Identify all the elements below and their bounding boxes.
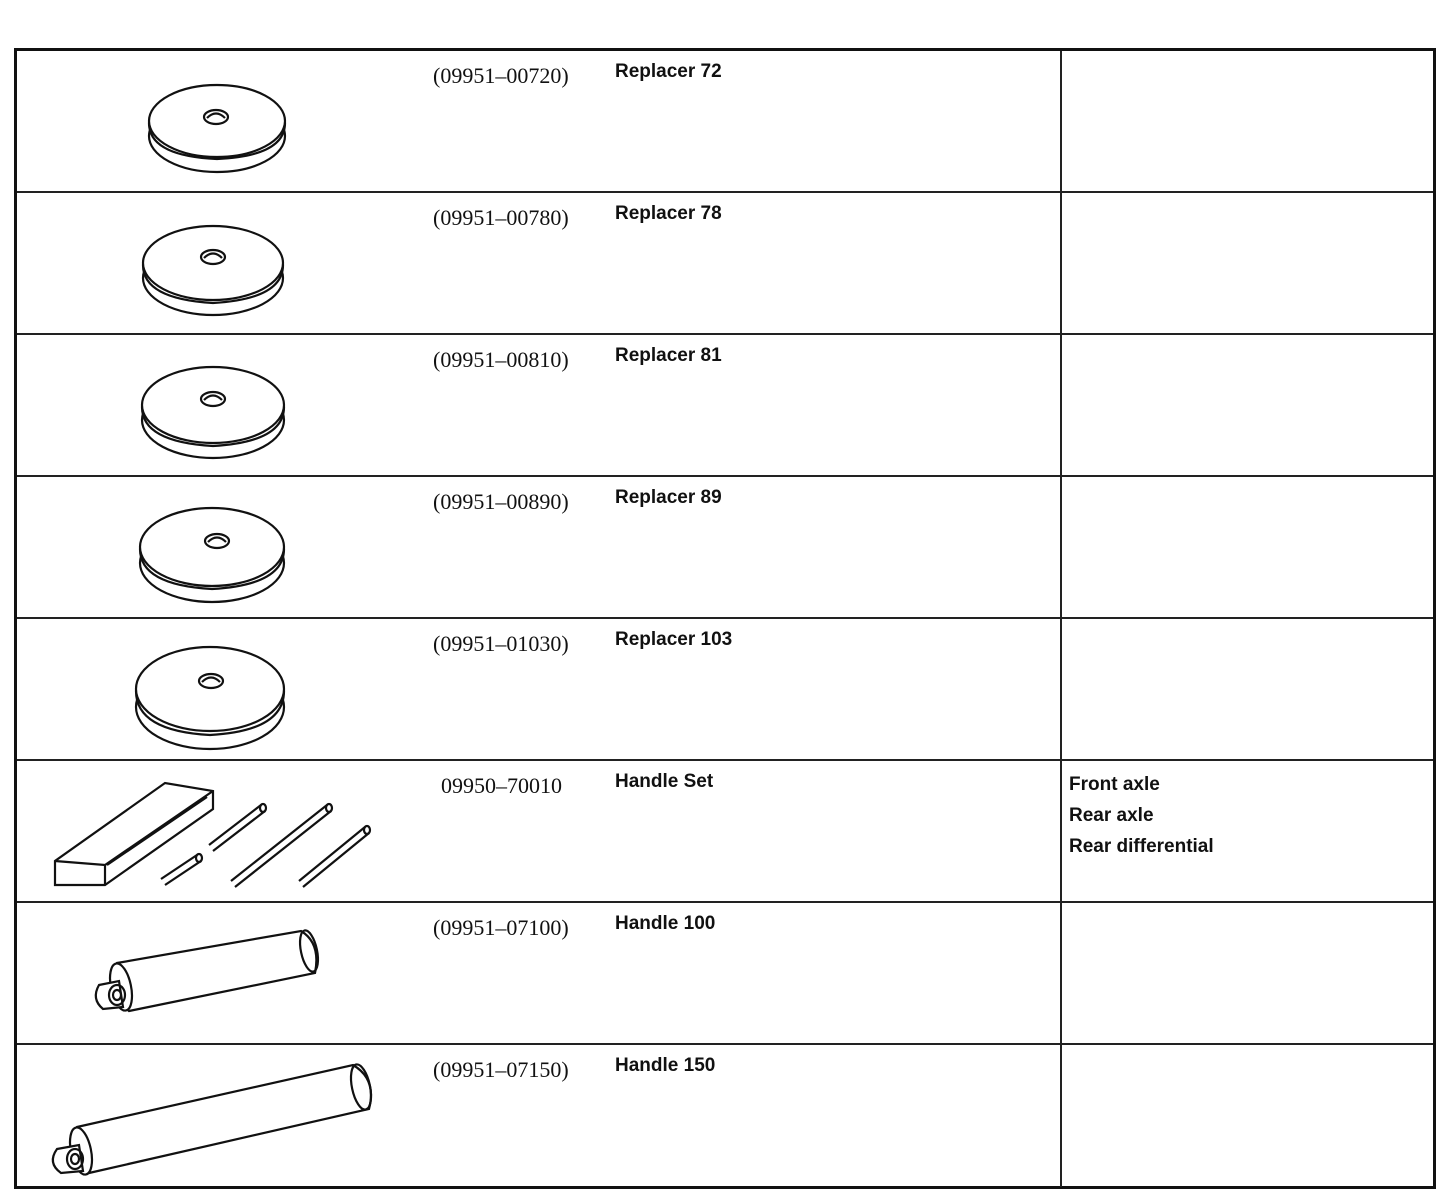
replacer-disc-icon [17, 193, 417, 333]
application-item: Rear axle [1069, 805, 1154, 826]
tool-name: Replacer 103 [615, 629, 733, 650]
column-divider [1060, 903, 1062, 1043]
part-number: (09951–01030) [433, 631, 569, 656]
tool-name: Replacer 89 [615, 487, 722, 508]
part-number: (09951–00890) [433, 489, 569, 514]
column-divider [1060, 477, 1062, 617]
tool-name: Handle 100 [615, 913, 716, 934]
application-item: Front axle [1069, 774, 1160, 795]
tool-table [14, 48, 1436, 1189]
column-divider [1060, 1045, 1062, 1187]
tool-name: Handle Set [615, 771, 714, 792]
table-row [17, 193, 1433, 335]
column-divider [1060, 51, 1062, 191]
part-number: (09951–07100) [433, 915, 569, 940]
column-divider [1060, 335, 1062, 475]
table-row [17, 903, 1433, 1045]
part-number: (09951–00780) [433, 205, 569, 230]
table-row [17, 51, 1433, 193]
replacer-disc-icon [17, 477, 417, 617]
table-row [17, 1045, 1433, 1187]
table-row [17, 335, 1433, 477]
tool-name: Replacer 72 [615, 61, 722, 82]
table-row [17, 619, 1433, 761]
handle-150-icon [17, 1045, 417, 1185]
part-number: (09951–00810) [433, 347, 569, 372]
part-number: (09951–00720) [433, 63, 569, 88]
replacer-disc-icon [17, 619, 417, 759]
part-number: 09950–70010 [441, 773, 562, 798]
column-divider [1060, 193, 1062, 333]
tool-name: Handle 150 [615, 1055, 716, 1076]
column-divider [1060, 619, 1062, 759]
replacer-disc-icon [17, 335, 417, 475]
column-divider [1060, 761, 1062, 901]
table-row [17, 477, 1433, 619]
tool-name: Replacer 81 [615, 345, 722, 366]
application-list [1069, 769, 1214, 862]
handle-set-icon [17, 761, 417, 901]
handle-100-icon [17, 903, 417, 1043]
part-number: (09951–07150) [433, 1057, 569, 1082]
table-row [17, 761, 1433, 903]
application-item: Rear differential [1069, 836, 1214, 857]
tool-name: Replacer 78 [615, 203, 722, 224]
replacer-disc-icon [17, 51, 417, 191]
